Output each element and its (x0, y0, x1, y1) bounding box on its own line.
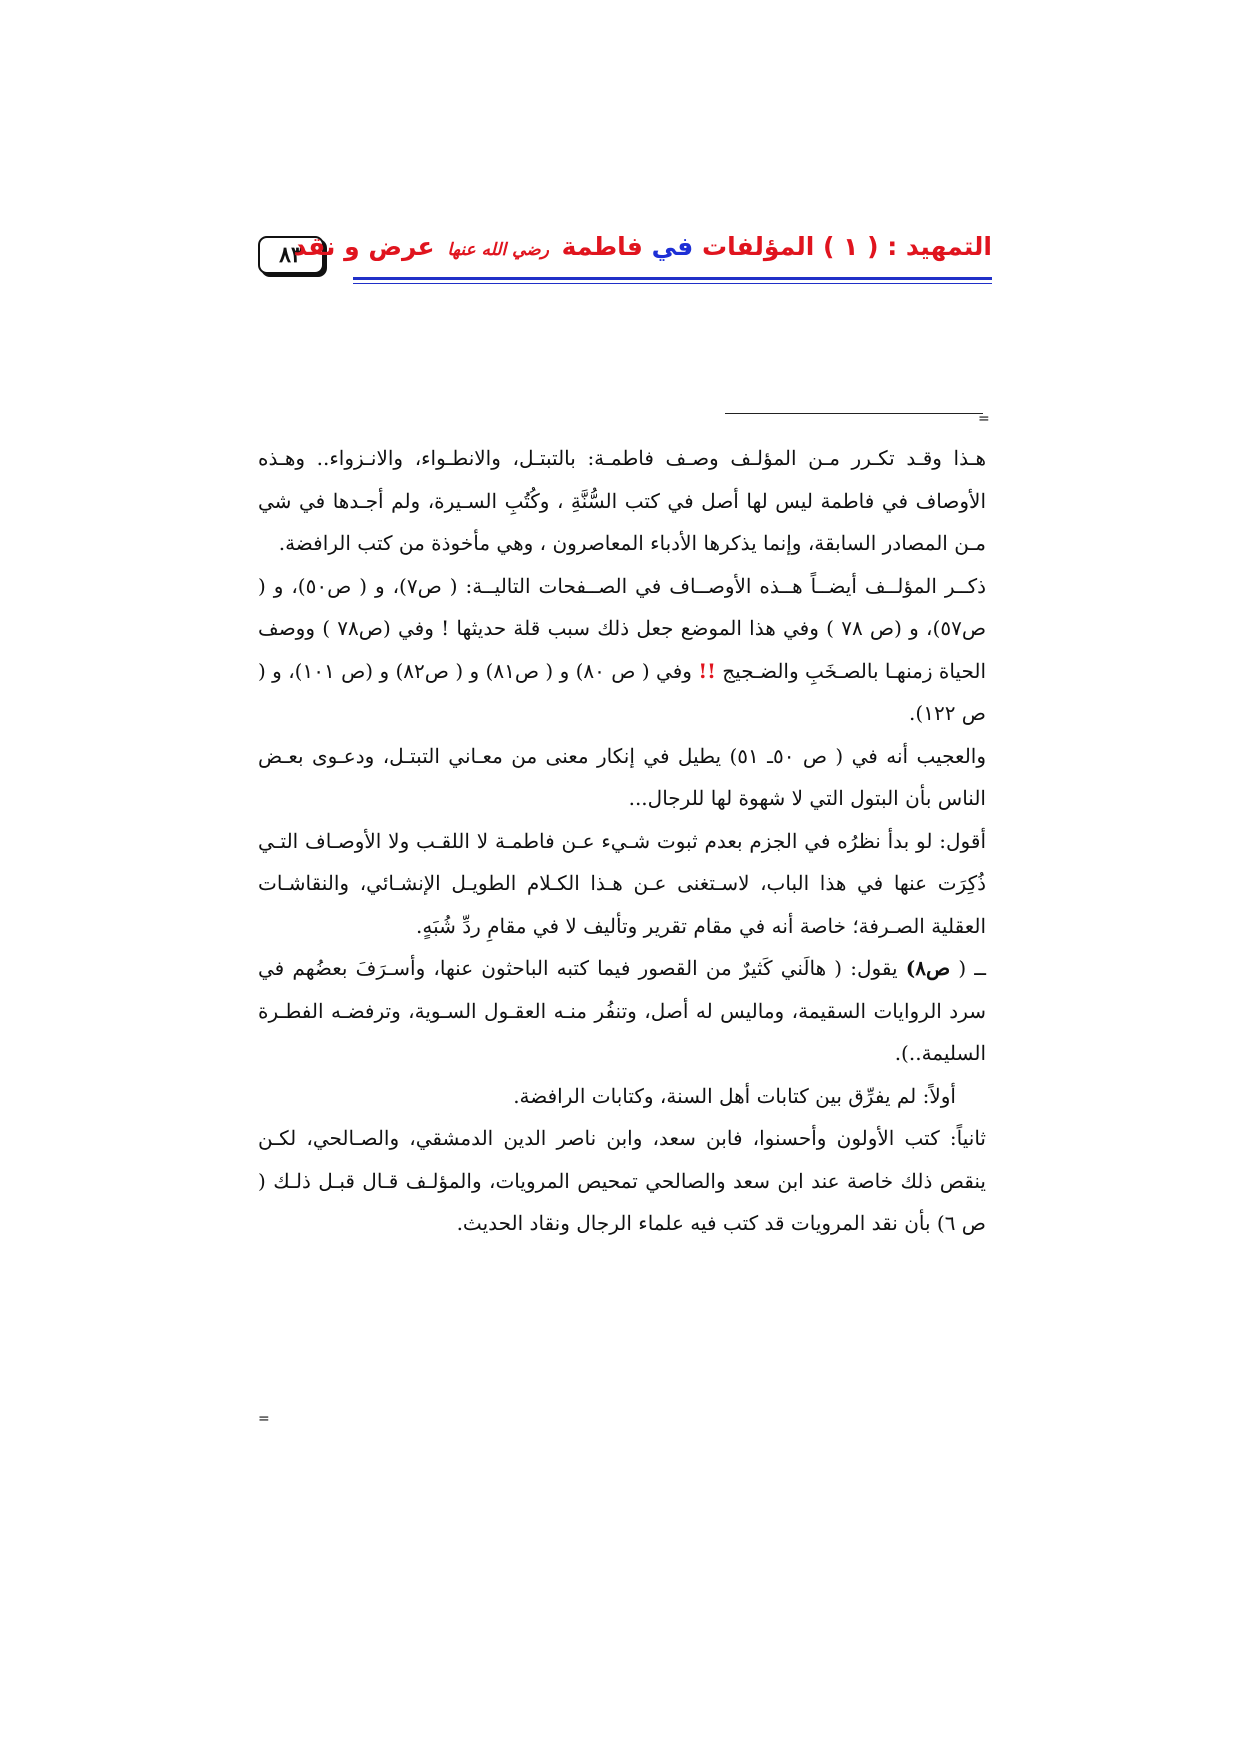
paragraph-5-text: يقول: ( هالَني كَثيرٌ من القصور فيما كتبه الباحثون عنها، وأسـرَفَ بعضُهم في سرد الروايات السقيمة، وماليس له أصل، وتنفُر منـه العقـول السـوية، وترفضـه الفطـرة السليمة..). (258, 956, 986, 1065)
footnote-continuation-mark-bottom: = (258, 1411, 270, 1427)
footnote-continuation-mark-top: = (978, 411, 990, 427)
title-fi: في (651, 232, 694, 261)
paragraph-1: هـذا وقـد تكـرر مـن المؤلـف وصـف فاطمـة: بالتبتـل، والانطـواء، والانـزواء.. وهـذه الأوصاف في فاطمة ليس لها أصل في كتب السُّنَّةِ ، وكُتُبِ السـيرة، ولم أجـدها في شي مـن المصادر السابقة، وإنما يذكرها الأدباء المعاصرون ، وهي مأخوذة من كتب الرافضة. (258, 446, 986, 555)
footnote-body (258, 437, 986, 1245)
title-review: عرض و نقد (293, 232, 435, 261)
paragraph-2-text-b: وفي ( ص ٨٠) و ( ص٨١) و ( ص٨٢) و (ص ١٠١)، و ( ص ١٢٢). (258, 658, 986, 725)
title-chapter: التمهيد : ( ١ ) المؤلفات (702, 232, 992, 261)
footnote-separator (725, 413, 983, 414)
paragraph-2 (258, 565, 986, 735)
running-title (294, 232, 992, 261)
paragraph-3: والعجيب أنه في ( ص ٥٠ـ ٥١) يطيل في إنكار معنى من معـاني التبتـل، ودعـوى بعـض الناس بأن البتول التي لا شهوة لها للرجال... (258, 743, 987, 810)
paragraph-5-dash: ــ ( (958, 956, 987, 980)
page-number: ٨٣ (258, 236, 324, 274)
honorific-calligraphy: رضي الله عنها (447, 240, 549, 260)
exclamation-mark: !! (698, 658, 716, 683)
paragraph-2-text-a: ذكــر المؤلــف أيضــاً هــذه الأوصــاف في الصــفحات التاليــة: ( ص٧)، و ( ص٥٠)، و ( ص٥٧)، و (ص ٧٨ ) وفي هذا الموضع جعل ذلك سبب قلة حديثها ! وفي (ص٧٨ ) ووصف الحياة زمنهـا بالصـخَبِ والضـجيج (258, 573, 987, 683)
paragraph-5 (258, 947, 986, 1075)
header-rule-thin (353, 283, 992, 284)
paragraph-7: ثانياً: كتب الأولون وأحسنوا، فابن سعد، وابن ناصر الدين الدمشقي، والصـالحي، لكـن ينقص ذلك خاصة عند ابن سعد والصالحي تمحيص المرويات، والمؤلـف قـال قبـل ذلـك ( ص ٦) بأن نقد المرويات قد كتب فيه علماء الرجال ونقاد الحديث. (258, 1126, 986, 1235)
paragraph-6: أولاً: لم يفرِّق بين كتابات أهل السنة، وكتابات الرافضة. (513, 1083, 956, 1108)
page-reference: ص٨) (905, 956, 951, 980)
title-fatima: فاطمة (561, 232, 643, 261)
paragraph-4: أقول: لو بدأ نظرُه في الجزم بعدم ثبوت شـيء عـن فاطمـة لا اللقـب ولا الأوصـاف التـي ذُكِرَت عنها في هذا الباب، لاسـتغنى عـن هـذا الكـلام الطويـل الإنشـائي، والنقاشـات العقلية الصـرفة؛ خاصة أنه في مقام تقرير وتأليف لا في مقامِ ردِّ شُبَهٍ. (258, 828, 986, 938)
header-rule-thick (353, 277, 992, 280)
page-header (258, 232, 992, 288)
